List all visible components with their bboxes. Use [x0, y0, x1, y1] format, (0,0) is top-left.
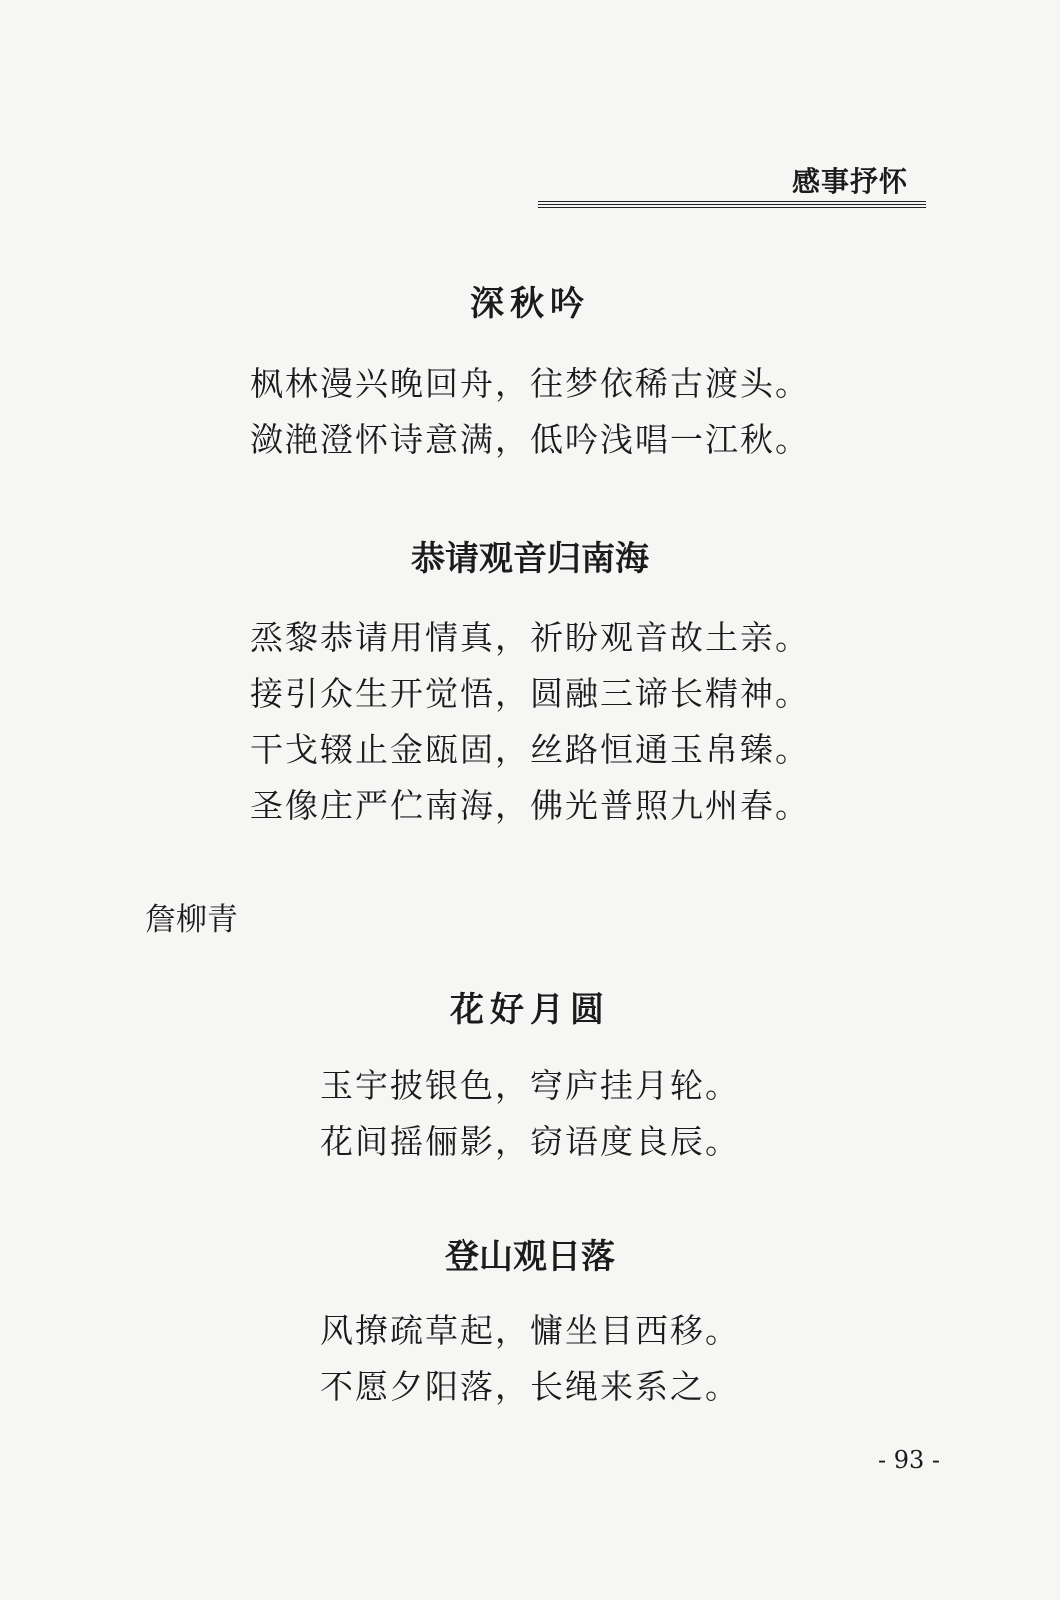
header-rule-line: [538, 207, 926, 208]
header-rule-line: [538, 201, 926, 202]
poem-title: 登山观日落: [445, 1237, 615, 1277]
poem-line: 潋滟澄怀诗意满，低吟浅唱一江秋。: [250, 420, 810, 459]
poem-line: 枫林漫兴晚回舟，往梦依稀古渡头。: [250, 364, 810, 403]
poem-title: 花好月圆: [450, 990, 610, 1030]
page-number: - 93 -: [878, 1446, 941, 1474]
poem-line: 不愿夕阳落，长绳来系之。: [320, 1367, 740, 1406]
poem-line: 圣像庄严伫南海，佛光普照九州春。: [250, 786, 810, 825]
poem-line: 花间摇俪影，窃语度良辰。: [320, 1122, 740, 1161]
poem-title: 恭请观音归南海: [411, 539, 649, 579]
section-header-title: 感事抒怀: [792, 165, 909, 198]
header-rule-line: [538, 204, 926, 205]
poem-line: 风撩疏草起，慵坐目西移。: [320, 1311, 740, 1350]
poem-line: 玉宇披银色，穹庐挂月轮。: [320, 1066, 740, 1105]
poem-title: 深秋吟: [470, 284, 590, 324]
poem-line: 干戈辍止金瓯固，丝路恒通玉帛臻。: [250, 730, 810, 769]
poem-line: 烝黎恭请用情真，祈盼观音故土亲。: [250, 618, 810, 657]
poem-line: 接引众生开觉悟，圆融三谛长精神。: [250, 674, 810, 713]
poem-body: [0, 1058, 1060, 1170]
poem-body: [0, 1303, 1060, 1415]
poem-body: [0, 610, 1060, 834]
poem-body: [0, 356, 1060, 468]
author-name: 詹柳青: [145, 902, 238, 938]
